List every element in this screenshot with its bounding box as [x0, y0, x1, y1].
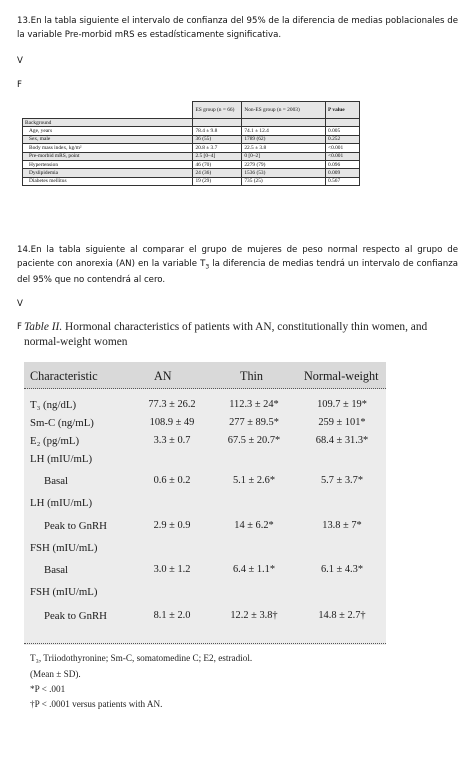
cell-non-es: 1536 (53): [242, 169, 326, 177]
row-label: Sex, male: [23, 135, 193, 143]
cell-normal-weight: 14.8 ± 2.7†: [318, 610, 366, 621]
cell-p: 0.567: [326, 177, 360, 185]
table2-caption-label: Table II.: [24, 321, 63, 333]
cell-non-es: 1789 (62): [242, 135, 326, 143]
question-13-text: 13.En la tabla siguiente el intervalo de confianza del 95% de la diferencia de medias poblacionales de la variable Pre-morbid mRS es estadísticamente significativa.: [17, 16, 458, 40]
row-label: T₃ (ng/dL): [30, 399, 77, 411]
row-label: Diabetes mellitus: [23, 177, 193, 185]
cell-an: 108.9 ± 49: [149, 417, 195, 428]
cell-thin: 5.1 ± 2.6*: [232, 475, 276, 486]
cell-es: 46 (70): [193, 160, 242, 168]
cell-non-es: 735 (25): [242, 177, 326, 185]
row-label: Body mass index, kg/m²: [23, 144, 193, 152]
cell-an: 2.9 ± 0.9: [153, 520, 191, 531]
cell-p: <0.001: [326, 144, 360, 152]
cell-p: 0.009: [326, 169, 360, 177]
table2-header-characteristic: Characteristic: [30, 369, 98, 383]
table-row: [23, 177, 360, 185]
option-f-13[interactable]: F: [17, 80, 22, 90]
cell-p: <0.001: [326, 152, 360, 160]
table-row: [23, 119, 360, 127]
cell-an: 8.1 ± 2.0: [153, 610, 191, 621]
table-row: [23, 135, 360, 143]
cell-an: 0.6 ± 0.2: [153, 475, 191, 486]
es-group-table: [22, 101, 360, 186]
cell-normal-weight: 6.1 ± 4.3*: [320, 564, 364, 575]
table1-header-es: ES group (n = 66): [193, 102, 242, 119]
table1-header-non-es: Non-ES group (n = 2003): [242, 102, 326, 119]
table2-caption-text: Hormonal characteristics of patients with AN, constitutionally thin women, and normal-weight women: [24, 321, 428, 348]
cell-normal-weight: 259 ± 101*: [318, 417, 366, 428]
row-label: LH (mIU/mL): [30, 497, 93, 509]
cell-es: [193, 119, 242, 127]
cell-normal-weight: 5.7 ± 3.7*: [320, 475, 364, 486]
row-label: Peak to GnRH: [44, 610, 107, 622]
row-label: Pre-morbid mRS, point: [23, 152, 193, 160]
cell-thin: 277 ± 89.5*: [229, 417, 279, 428]
table-row: [23, 127, 360, 135]
row-label: Background: [23, 119, 193, 127]
question-14-subscript: 3: [205, 263, 210, 271]
table-row: [23, 144, 360, 152]
cell-thin: 112.3 ± 24*: [229, 399, 279, 410]
cell-an: 77.3 ± 26.2: [148, 399, 196, 410]
row-label: FSH (mIU/mL): [30, 586, 98, 598]
option-v-13[interactable]: V: [17, 56, 23, 66]
cell-p: [326, 119, 360, 127]
table2-header-an: AN: [154, 369, 172, 383]
cell-thin: 6.4 ± 1.1*: [232, 564, 276, 575]
row-label: Dyslipidemia: [23, 169, 193, 177]
hormonal-table: [24, 362, 386, 645]
row-label: LH (mIU/mL): [30, 453, 93, 465]
table2-bottom-rule: [24, 643, 386, 644]
table1-header-p: P value: [326, 102, 360, 119]
cell-normal-weight: 68.4 ± 31.3*: [315, 435, 369, 446]
cell-es: 20.8 ± 3.7: [193, 144, 242, 152]
row-label: FSH (mIU/mL): [30, 542, 98, 554]
question-14-text-a: 14.En la tabla siguiente al comparar el grupo de mujeres de peso normal respecto al grupo de paciente con anorexia (AN) en la variable T: [17, 245, 458, 269]
cell-es: 78.4 ± 9.8: [193, 127, 242, 135]
row-label: E₂ (pg/mL): [30, 435, 80, 447]
table2-footnote-abbrev: T₃, Triiodothyronine; Sm-C, somatomedine C; E2, estradiol.: [30, 653, 253, 663]
cell-p: 0.005: [326, 127, 360, 135]
cell-thin: 14 ± 6.2*: [234, 520, 274, 531]
cell-an: 3.3 ± 0.7: [153, 435, 191, 446]
cell-normal-weight: 109.7 ± 19*: [317, 399, 367, 410]
row-label: Peak to GnRH: [44, 520, 107, 532]
cell-p: 0.096: [326, 160, 360, 168]
table2-footnote-p001: *P < .001: [30, 684, 66, 694]
row-label: Sm-C (ng/mL): [30, 417, 94, 429]
cell-non-es: 74.1 ± 12.4: [242, 127, 326, 135]
option-f-14[interactable]: F: [17, 322, 22, 332]
row-label: Age, years: [23, 127, 193, 135]
cell-es: 2.5 [0–4]: [193, 152, 242, 160]
cell-es: 36 (55): [193, 135, 242, 143]
table1-header-empty: [23, 102, 193, 119]
row-label: Basal: [44, 475, 68, 487]
cell-es: 19 (29): [193, 177, 242, 185]
cell-p: 0.252: [326, 135, 360, 143]
table2-header-normal-weight: Normal-weight: [304, 369, 379, 383]
question-14-text-b: la diferencia de medias tendrá un intervalo de confianza del 95% que no contendrá al cero.: [17, 258, 458, 286]
cell-thin: 12.2 ± 3.8†: [230, 610, 278, 621]
table-row: [23, 169, 360, 177]
cell-non-es: [242, 119, 326, 127]
table2-header-thin: Thin: [240, 369, 264, 383]
table-row: [23, 160, 360, 168]
cell-es: 24 (36): [193, 169, 242, 177]
cell-non-es: 0 [0–2]: [242, 152, 326, 160]
cell-non-es: 22.5 ± 3.8: [242, 144, 326, 152]
cell-thin: 67.5 ± 20.7*: [227, 435, 281, 446]
row-label: Hypertension: [23, 160, 193, 168]
cell-an: 3.0 ± 1.2: [153, 564, 191, 575]
cell-non-es: 2279 (79): [242, 160, 326, 168]
table2-footnote-mean: (Mean ± SD).: [30, 669, 81, 679]
cell-normal-weight: 13.8 ± 7*: [322, 520, 362, 531]
option-v-14[interactable]: V: [17, 299, 23, 309]
table-row: [23, 152, 360, 160]
table2-footnote-p0001: †P < .0001 versus patients with AN.: [30, 699, 163, 709]
row-label: Basal: [44, 564, 68, 576]
question-14-text: [17, 244, 458, 288]
table2-caption: [24, 320, 464, 350]
